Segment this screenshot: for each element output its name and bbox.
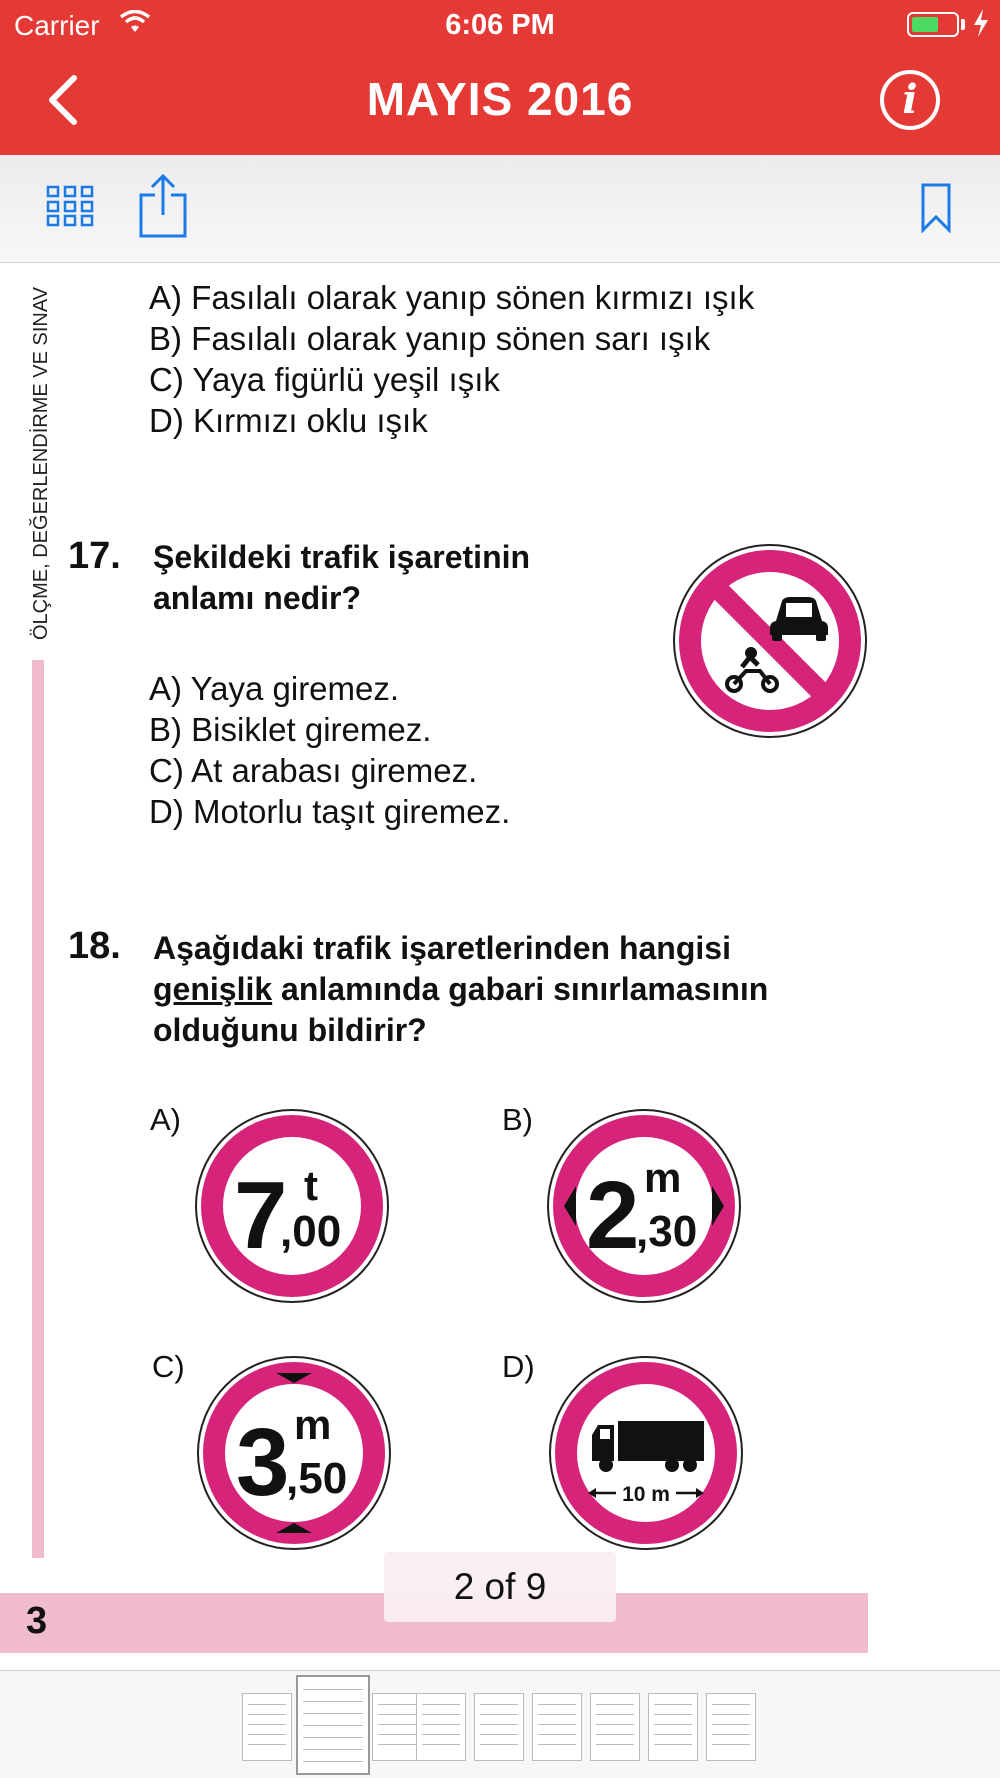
sign-d-length: 10 m — [622, 1483, 670, 1506]
vehicle-length-limit-sign — [548, 1355, 744, 1551]
q16-option-c: C) Yaya figürlü yeşil ışık — [149, 361, 500, 398]
q18-number: 18. — [68, 925, 121, 967]
q16-option-d: D) Kırmızı oklu ışık — [149, 402, 428, 439]
sign-c-main: 3 — [236, 1409, 290, 1516]
no-motor-vehicles-sign — [672, 543, 868, 739]
q18-label-b: B) — [502, 1102, 533, 1137]
page-margin-bar — [32, 660, 44, 1558]
page-number: 3 — [26, 1600, 48, 1642]
sign-a-decimal: ,00 — [280, 1207, 342, 1256]
page-thumbnail[interactable] — [372, 1693, 422, 1761]
page-thumbnail-current[interactable] — [296, 1675, 370, 1775]
page-title: MAYIS 2016 — [366, 73, 634, 125]
bookmark-icon[interactable] — [920, 183, 952, 238]
vertical-header-text: ÖLÇME, DEĞERLENDİRME VE SINAV — [30, 286, 52, 640]
sign-a-main: 7 — [234, 1162, 288, 1269]
q18-underlined-word: genişlik — [153, 971, 273, 1007]
info-circle-icon[interactable]: i — [880, 70, 940, 130]
thumbnail-strip — [0, 1670, 1000, 1778]
charging-icon — [972, 8, 990, 43]
q18-question — [153, 928, 768, 1051]
sign-b-unit: m — [644, 1154, 682, 1201]
page-thumbnail[interactable] — [532, 1693, 582, 1761]
page-indicator: 2 of 9 — [384, 1552, 616, 1622]
width-limit-sign — [546, 1108, 742, 1304]
sign-b-main: 2 — [586, 1162, 640, 1269]
battery-icon — [907, 12, 959, 37]
page-thumbnail[interactable] — [648, 1693, 698, 1761]
page-thumbnail[interactable] — [416, 1693, 466, 1761]
page-thumbnail[interactable] — [706, 1693, 756, 1761]
q17-line1: Şekildeki trafik işaretinin — [153, 539, 531, 575]
status-time: 6:06 PM — [445, 9, 555, 41]
q18-line2 — [153, 969, 768, 1010]
battery-cap — [961, 19, 965, 30]
q17-option-b: B) Bisiklet giremez. — [149, 711, 432, 748]
share-icon[interactable] — [138, 173, 188, 244]
toolbar — [0, 155, 1000, 263]
q18-label-a: A) — [150, 1102, 181, 1137]
sign-c-unit: m — [294, 1401, 332, 1448]
sign-c-decimal: ,50 — [286, 1454, 348, 1503]
q17-number: 17. — [68, 535, 121, 577]
grid-icon[interactable] — [46, 185, 94, 232]
battery-level — [912, 17, 938, 32]
page-thumbnail[interactable] — [474, 1693, 524, 1761]
sign-a-unit: t — [304, 1162, 318, 1209]
q18-line1: Aşağıdaki trafik işaretlerinden hangisi — [153, 930, 731, 966]
q18-label-c: C) — [152, 1349, 185, 1384]
q18-line3: olduğunu bildirir? — [153, 1012, 427, 1048]
height-limit-sign — [196, 1355, 392, 1551]
q17-option-d: D) Motorlu taşıt giremez. — [149, 793, 511, 830]
q17-question — [153, 537, 530, 619]
q18-label-d: D) — [502, 1349, 535, 1384]
page-thumbnail[interactable] — [242, 1693, 292, 1761]
sign-b-decimal: ,30 — [636, 1207, 698, 1256]
q17-option-c: C) At arabası giremez. — [149, 752, 478, 789]
weight-limit-sign — [194, 1108, 390, 1304]
q16-option-b: B) Fasılalı olarak yanıp sönen sarı ışık — [149, 320, 711, 357]
q16-option-a: A) Fasılalı olarak yanıp sönen kırmızı ışık — [149, 279, 755, 316]
page-thumbnail[interactable] — [590, 1693, 640, 1761]
q17-line2: anlamı nedir? — [153, 580, 362, 616]
navigation-bar — [0, 0, 1000, 155]
q17-option-a: A) Yaya giremez. — [149, 670, 400, 707]
carrier-label: Carrier — [14, 10, 100, 41]
q18-line2-rest: anlamında gabari sınırlamasının — [272, 971, 769, 1007]
